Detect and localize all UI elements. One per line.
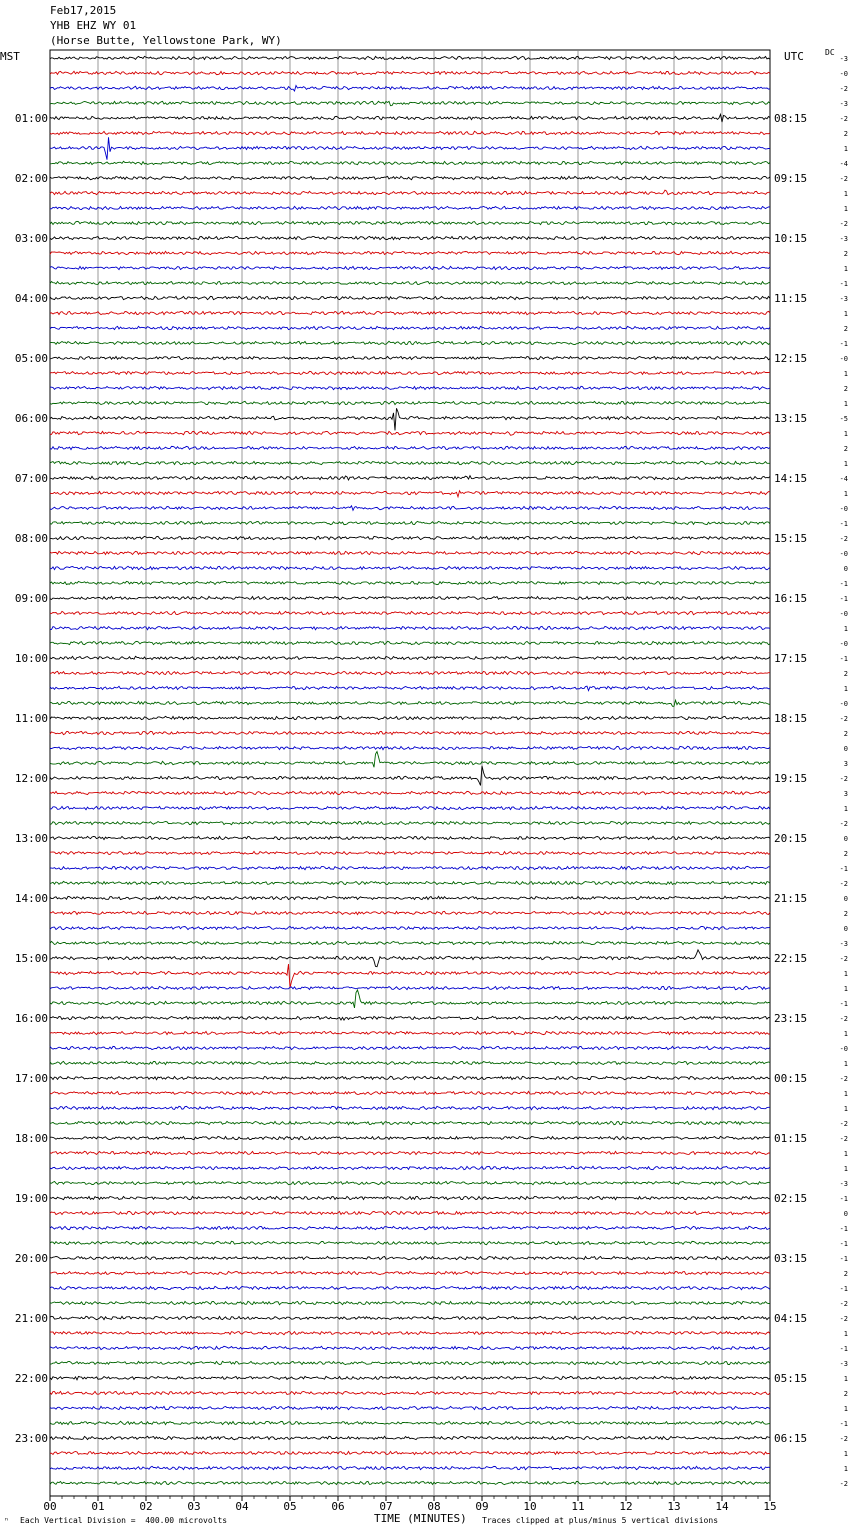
dc-offset-label: -0	[839, 70, 848, 78]
trace-line	[50, 596, 770, 599]
trace-line	[50, 964, 770, 988]
trace-line	[50, 1046, 770, 1049]
x-tick-label: 14	[715, 1500, 729, 1513]
left-hour-label: 03:00	[14, 232, 48, 245]
dc-offset-label: 2	[843, 385, 848, 393]
plot-date: Feb17,2015	[50, 4, 117, 17]
trace-line	[50, 1346, 770, 1349]
dc-offset-label: -0	[839, 700, 848, 708]
trace-line	[50, 1121, 770, 1124]
left-hour-label: 08:00	[14, 532, 48, 545]
trace-line	[50, 491, 770, 497]
left-hour-label: 07:00	[14, 472, 48, 485]
x-tick-label: 04	[235, 1500, 249, 1513]
right-hour-label: 16:15	[774, 592, 808, 605]
dc-offset-label: -3	[839, 295, 848, 303]
dc-offset-label: -3	[839, 100, 848, 108]
dc-offset-label: 1	[843, 1060, 848, 1068]
trace-line	[50, 1031, 770, 1034]
dc-offset-label: -2	[839, 1015, 848, 1023]
dc-offset-label: 1	[843, 370, 848, 378]
left-hour-label: 17:00	[14, 1072, 48, 1085]
trace-line	[50, 941, 770, 944]
left-hour-label: 09:00	[14, 592, 48, 605]
dc-offset-label: -1	[839, 1240, 848, 1248]
right-timezone-label: UTC	[784, 50, 804, 63]
trace-line	[50, 731, 770, 734]
dc-offset-label: 1	[843, 1450, 848, 1458]
left-hour-label: 14:00	[14, 892, 48, 905]
trace-line	[50, 611, 770, 614]
trace-line	[50, 1136, 770, 1139]
right-hour-label: 13:15	[774, 412, 808, 425]
trace-line	[50, 1466, 770, 1469]
right-hour-label: 12:15	[774, 352, 808, 365]
dc-offset-label: -2	[839, 1075, 848, 1083]
trace-line	[50, 1301, 770, 1304]
dc-offset-label: -0	[839, 610, 848, 618]
left-hour-label: 16:00	[14, 1012, 48, 1025]
right-hour-label: 20:15	[774, 832, 808, 845]
x-tick-label: 07	[379, 1500, 393, 1513]
dc-offset-label: -3	[839, 940, 848, 948]
trace-line	[50, 990, 770, 1008]
dc-offset-label: -1	[839, 595, 848, 603]
dc-offset-label: -2	[839, 115, 848, 123]
dc-offset-label: -1	[839, 1345, 848, 1353]
right-hour-label: 15:15	[774, 532, 808, 545]
trace-line	[50, 281, 770, 284]
dc-offset-label: 0	[843, 565, 848, 573]
trace-line	[50, 266, 770, 269]
right-hour-label: 02:15	[774, 1192, 808, 1205]
dc-offset-label: -1	[839, 1420, 848, 1428]
dc-offset-label: -3	[839, 1360, 848, 1368]
dc-offset-label: 1	[843, 985, 848, 993]
right-hour-label: 22:15	[774, 952, 808, 965]
right-hour-label: 06:15	[774, 1432, 808, 1445]
trace-line	[50, 296, 770, 299]
right-hour-label: 10:15	[774, 232, 808, 245]
trace-line	[50, 1076, 770, 1079]
left-hour-label: 01:00	[14, 112, 48, 125]
scale-note: Each Vertical Division = 400.00 microvolts	[20, 1516, 228, 1525]
dc-offset-label: -4	[839, 160, 848, 168]
trace-line	[50, 476, 770, 480]
dc-offset-label: -1	[839, 1000, 848, 1008]
trace-line	[50, 461, 770, 464]
x-tick-label: 00	[43, 1500, 57, 1513]
dc-offset-label: -2	[839, 535, 848, 543]
channel-name: YHB EHZ WY 01	[50, 19, 137, 32]
trace-line	[50, 806, 770, 809]
x-tick-label: 09	[475, 1500, 489, 1513]
dc-offset-label: 1	[843, 190, 848, 198]
dc-offset-label: -2	[839, 1120, 848, 1128]
trace-line	[50, 236, 770, 239]
left-hour-label: 05:00	[14, 352, 48, 365]
dc-offset-label: -2	[839, 1435, 848, 1443]
trace-line	[50, 56, 770, 59]
trace-line	[50, 641, 770, 644]
x-tick-label: 03	[187, 1500, 201, 1513]
dc-offset-label: 2	[843, 1270, 848, 1278]
dc-offset-label: -1	[839, 340, 848, 348]
x-tick-label: 13	[667, 1500, 681, 1513]
trace-line	[50, 161, 770, 164]
trace-line	[50, 521, 770, 524]
right-hour-label: 23:15	[774, 1012, 808, 1025]
right-hour-label: 11:15	[774, 292, 808, 305]
trace-line	[50, 1286, 770, 1289]
dc-offset-label: -1	[839, 655, 848, 663]
trace-line	[50, 551, 770, 554]
trace-line	[50, 836, 770, 839]
dc-offset-label: 1	[843, 145, 848, 153]
dc-offset-label: 1	[843, 310, 848, 318]
right-hour-label: 19:15	[774, 772, 808, 785]
x-tick-label: 02	[139, 1500, 153, 1513]
left-hour-label: 04:00	[14, 292, 48, 305]
dc-offset-label: 2	[843, 850, 848, 858]
x-tick-label: 12	[619, 1500, 633, 1513]
dc-offset-label: 1	[843, 1330, 848, 1338]
dc-offset-label: -2	[839, 1315, 848, 1323]
left-hour-label: 22:00	[14, 1372, 48, 1385]
dc-offset-label: -2	[839, 820, 848, 828]
dc-label: DC	[825, 48, 835, 57]
left-hour-label: 20:00	[14, 1252, 48, 1265]
trace-line	[50, 1181, 770, 1184]
right-hour-label: 08:15	[774, 112, 808, 125]
x-tick-label: 06	[331, 1500, 345, 1513]
trace-line	[50, 926, 770, 929]
left-hour-label: 23:00	[14, 1432, 48, 1445]
dc-offset-label: 2	[843, 910, 848, 918]
dc-offset-label: 1	[843, 205, 848, 213]
trace-line	[50, 408, 770, 430]
trace-line	[50, 1331, 770, 1334]
station-name: (Horse Butte, Yellowstone Park, WY)	[50, 34, 282, 47]
right-hour-label: 04:15	[774, 1312, 808, 1325]
left-hour-label: 13:00	[14, 832, 48, 845]
trace-line	[50, 1451, 770, 1454]
dc-offset-label: -1	[839, 580, 848, 588]
trace-line	[50, 221, 770, 224]
trace-line	[50, 101, 770, 105]
trace-line	[50, 752, 770, 768]
left-hour-label: 19:00	[14, 1192, 48, 1205]
right-hour-label: 09:15	[774, 172, 808, 185]
trace-line	[50, 626, 770, 629]
left-hour-label: 18:00	[14, 1132, 48, 1145]
dc-offset-label: -0	[839, 550, 848, 558]
dc-offset-label: -5	[839, 415, 848, 423]
dc-offset-label: 1	[843, 265, 848, 273]
dc-offset-label: 1	[843, 1030, 848, 1038]
trace-line	[50, 881, 770, 884]
trace-line	[50, 131, 770, 134]
trace-line	[50, 1256, 770, 1259]
right-hour-label: 03:15	[774, 1252, 808, 1265]
left-hour-label: 12:00	[14, 772, 48, 785]
dc-offset-label: 2	[843, 670, 848, 678]
trace-line	[50, 1406, 770, 1409]
trace-line	[50, 1061, 770, 1064]
dc-offset-label: -3	[839, 55, 848, 63]
trace-line	[50, 341, 770, 345]
dc-offset-label: -2	[839, 85, 848, 93]
dc-offset-label: -2	[839, 715, 848, 723]
trace-line	[50, 851, 770, 854]
dc-offset-label: -2	[839, 220, 848, 228]
dc-offset-label: 0	[843, 745, 848, 753]
dc-offset-label: -4	[839, 475, 848, 483]
right-hour-label: 14:15	[774, 472, 808, 485]
trace-line	[50, 1241, 770, 1244]
left-hour-label: 06:00	[14, 412, 48, 425]
trace-line	[50, 1166, 770, 1169]
trace-line	[50, 506, 770, 511]
trace-line	[50, 326, 770, 329]
trace-line	[50, 371, 770, 374]
right-hour-label: 17:15	[774, 652, 808, 665]
dc-offset-label: -1	[839, 520, 848, 528]
dc-offset-label: -0	[839, 1045, 848, 1053]
trace-line	[50, 566, 770, 569]
right-hour-label: 00:15	[774, 1072, 808, 1085]
right-hour-label: 21:15	[774, 892, 808, 905]
dc-offset-label: 1	[843, 1150, 848, 1158]
dc-offset-label: 1	[843, 1105, 848, 1113]
x-tick-label: 01	[91, 1500, 105, 1513]
dc-offset-label: 2	[843, 730, 848, 738]
dc-offset-label: 0	[843, 835, 848, 843]
corner-mark: ⁿ	[4, 1516, 9, 1525]
dc-offset-label: 1	[843, 430, 848, 438]
trace-line	[50, 1226, 770, 1229]
left-hour-label: 15:00	[14, 952, 48, 965]
dc-offset-label: 1	[843, 1405, 848, 1413]
right-hour-label: 01:15	[774, 1132, 808, 1145]
left-hour-label: 02:00	[14, 172, 48, 185]
dc-offset-label: 0	[843, 1210, 848, 1218]
dc-offset-label: 1	[843, 970, 848, 978]
trace-line	[50, 1151, 770, 1154]
trace-line	[50, 700, 770, 706]
trace-line	[50, 1016, 770, 1020]
right-hour-label: 18:15	[774, 712, 808, 725]
trace-line	[50, 671, 770, 674]
dc-offset-label: -1	[839, 280, 848, 288]
dc-offset-label: -1	[839, 1285, 848, 1293]
trace-line	[50, 71, 770, 74]
dc-offset-label: 2	[843, 1390, 848, 1398]
dc-offset-label: 1	[843, 1090, 848, 1098]
dc-offset-label: 1	[843, 490, 848, 498]
left-timezone-label: MST	[0, 50, 20, 63]
trace-line	[50, 1211, 770, 1214]
dc-offset-label: 0	[843, 895, 848, 903]
dc-offset-label: 3	[843, 790, 848, 798]
trace-line	[50, 446, 770, 449]
dc-offset-label: -2	[839, 1480, 848, 1488]
right-hour-label: 05:15	[774, 1372, 808, 1385]
dc-offset-label: -1	[839, 1225, 848, 1233]
dc-offset-label: 1	[843, 1165, 848, 1173]
trace-line	[50, 1361, 770, 1364]
trace-line	[50, 766, 770, 786]
dc-offset-label: 1	[843, 1465, 848, 1473]
left-hour-label: 11:00	[14, 712, 48, 725]
dc-offset-label: -2	[839, 175, 848, 183]
trace-line	[50, 536, 770, 539]
x-tick-label: 05	[283, 1500, 297, 1513]
dc-offset-label: -2	[839, 880, 848, 888]
x-tick-label: 10	[523, 1500, 537, 1513]
trace-line	[50, 431, 770, 435]
trace-line	[50, 1091, 770, 1094]
trace-line	[50, 866, 770, 869]
dc-offset-label: 1	[843, 400, 848, 408]
trace-line	[50, 401, 770, 404]
trace-line	[50, 356, 770, 359]
trace-line	[50, 1481, 770, 1484]
trace-line	[50, 137, 770, 159]
dc-offset-label: -2	[839, 1135, 848, 1143]
trace-line	[50, 1421, 770, 1424]
left-hour-label: 10:00	[14, 652, 48, 665]
dc-offset-label: 1	[843, 1375, 848, 1383]
trace-line	[50, 86, 770, 92]
dc-offset-label: -0	[839, 355, 848, 363]
trace-line	[50, 1106, 770, 1109]
clip-note: Traces clipped at plus/minus 5 vertical divisions	[482, 1516, 719, 1525]
trace-line	[50, 190, 770, 195]
dc-offset-label: 1	[843, 460, 848, 468]
trace-line	[50, 206, 770, 209]
trace-line	[50, 1316, 770, 1319]
x-tick-label: 08	[427, 1500, 441, 1513]
dc-offset-label: 2	[843, 250, 848, 258]
dc-offset-label: 1	[843, 625, 848, 633]
trace-line	[50, 911, 770, 914]
trace-line	[50, 1376, 770, 1379]
trace-line	[50, 821, 770, 824]
dc-offset-label: -3	[839, 1180, 848, 1188]
trace-line	[50, 386, 770, 389]
x-tick-label: 11	[571, 1500, 585, 1513]
dc-offset-label: 2	[843, 445, 848, 453]
dc-offset-label: 1	[843, 805, 848, 813]
trace-line	[50, 1271, 770, 1274]
trace-line	[50, 896, 770, 899]
dc-offset-label: -2	[839, 955, 848, 963]
left-hour-label: 21:00	[14, 1312, 48, 1325]
dc-offset-label: 1	[843, 685, 848, 693]
dc-offset-label: -1	[839, 1255, 848, 1263]
dc-offset-label: -3	[839, 235, 848, 243]
dc-offset-label: 2	[843, 130, 848, 138]
dc-offset-label: -2	[839, 1300, 848, 1308]
dc-offset-label: -1	[839, 1195, 848, 1203]
trace-line	[50, 716, 770, 719]
trace-line	[50, 1391, 770, 1394]
dc-offset-label: 2	[843, 325, 848, 333]
trace-line	[50, 986, 770, 989]
dc-offset-label: -2	[839, 775, 848, 783]
trace-line	[50, 746, 770, 749]
trace-line	[50, 656, 770, 659]
trace-line	[50, 251, 770, 254]
x-axis-label: TIME (MINUTES)	[374, 1512, 467, 1525]
trace-line	[50, 1436, 770, 1439]
x-tick-label: 15	[763, 1500, 777, 1513]
trace-line	[50, 311, 770, 314]
dc-offset-label: -1	[839, 865, 848, 873]
dc-offset-label: 3	[843, 760, 848, 768]
dc-offset-label: -0	[839, 505, 848, 513]
trace-line	[50, 114, 770, 122]
dc-offset-label: -0	[839, 640, 848, 648]
trace-line	[50, 686, 770, 690]
trace-line	[50, 176, 770, 179]
trace-line	[50, 1196, 770, 1199]
trace-line	[50, 791, 770, 794]
trace-line	[50, 581, 770, 584]
dc-offset-label: 0	[843, 925, 848, 933]
trace-line	[50, 950, 770, 967]
